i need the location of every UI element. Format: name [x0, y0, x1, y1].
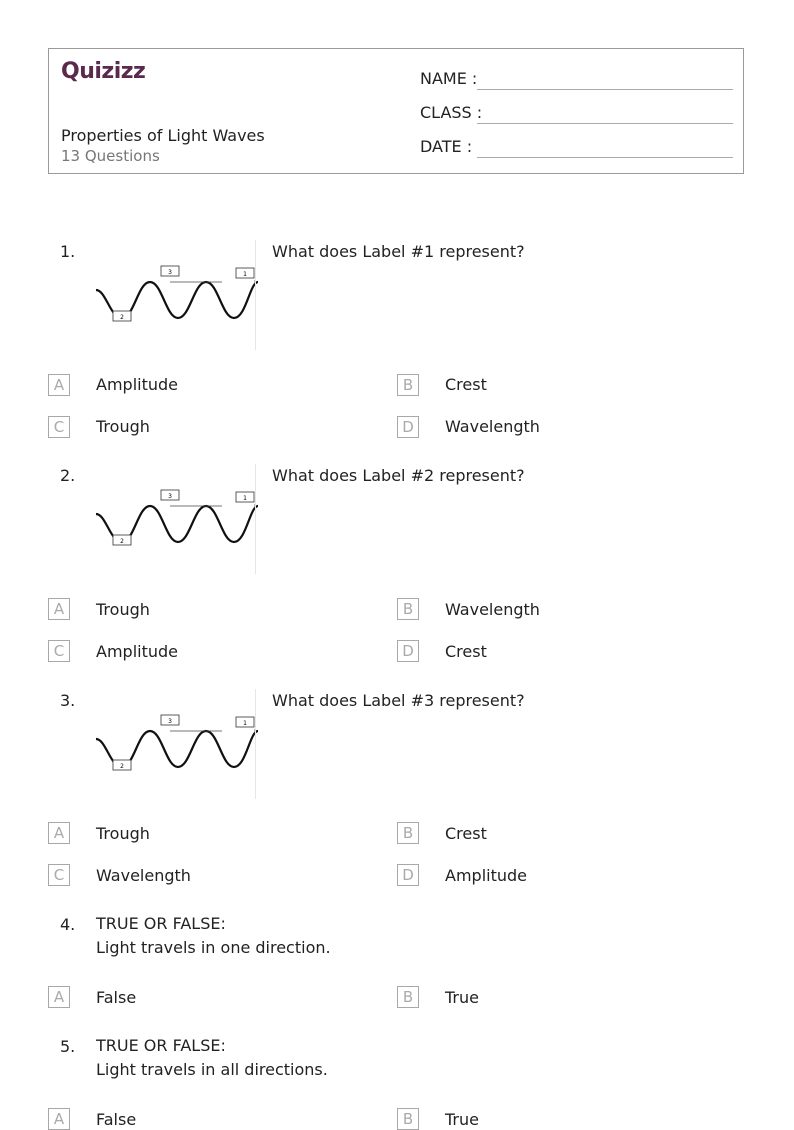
worksheet-title: Properties of Light Waves	[61, 126, 265, 145]
option-text[interactable]: True	[445, 988, 479, 1007]
diagram-label-2: 2	[120, 314, 124, 321]
option-text[interactable]: Crest	[445, 375, 487, 394]
diagram-label-1: 1	[243, 495, 247, 502]
option-letter[interactable]: A	[48, 986, 70, 1008]
option-letter[interactable]: C	[48, 864, 70, 886]
option-text[interactable]: Crest	[445, 642, 487, 661]
divider	[255, 464, 256, 574]
option-letter[interactable]: C	[48, 640, 70, 662]
question-heading: TRUE OR FALSE:	[96, 1036, 226, 1055]
worksheet-header	[48, 48, 744, 174]
option-text[interactable]: False	[96, 1110, 137, 1129]
question-text: What does Label #3 represent?	[272, 691, 525, 710]
option-letter[interactable]: B	[397, 986, 419, 1008]
question-number: 3.	[60, 691, 76, 710]
question-count: 13 Questions	[61, 147, 160, 165]
diagram-label-3: 3	[168, 718, 172, 725]
date-field[interactable]	[477, 157, 733, 158]
option-letter[interactable]: B	[397, 1108, 419, 1130]
question-number: 1.	[60, 242, 76, 261]
option-letter[interactable]: C	[48, 416, 70, 438]
option-text[interactable]: Wavelength	[445, 417, 540, 436]
option-text[interactable]: Trough	[96, 600, 150, 619]
class-field[interactable]	[477, 123, 733, 124]
diagram-label-2: 2	[120, 763, 124, 770]
option-letter[interactable]: A	[48, 598, 70, 620]
option-letter[interactable]: A	[48, 374, 70, 396]
option-text[interactable]: False	[96, 988, 137, 1007]
date-label: DATE :	[420, 137, 473, 156]
diagram-label-1: 1	[243, 271, 247, 278]
option-text[interactable]: Amplitude	[445, 866, 527, 885]
option-letter[interactable]: A	[48, 822, 70, 844]
wave-diagram-image	[92, 464, 258, 574]
option-letter[interactable]: B	[397, 598, 419, 620]
option-letter[interactable]: D	[397, 640, 419, 662]
option-text[interactable]: Trough	[96, 417, 150, 436]
diagram-label-3: 3	[168, 493, 172, 500]
divider	[255, 689, 256, 799]
option-text[interactable]: Amplitude	[96, 642, 178, 661]
question-number: 5.	[60, 1037, 76, 1056]
option-text[interactable]: Wavelength	[445, 600, 540, 619]
wave-diagram-image	[92, 689, 258, 799]
option-text[interactable]: Wavelength	[96, 866, 191, 885]
option-letter[interactable]: A	[48, 1108, 70, 1130]
question-text: What does Label #1 represent?	[272, 242, 525, 261]
option-text[interactable]: True	[445, 1110, 479, 1129]
diagram-label-3: 3	[168, 269, 172, 276]
option-letter[interactable]: D	[397, 416, 419, 438]
option-letter[interactable]: B	[397, 822, 419, 844]
name-field[interactable]	[477, 89, 733, 90]
diagram-label-2: 2	[120, 538, 124, 545]
question-number: 4.	[60, 915, 76, 934]
question-text: Light travels in all directions.	[96, 1060, 328, 1079]
option-text[interactable]: Crest	[445, 824, 487, 843]
option-letter[interactable]: D	[397, 864, 419, 886]
diagram-label-1: 1	[243, 720, 247, 727]
class-label: CLASS :	[420, 103, 483, 122]
divider	[255, 240, 256, 350]
wave-diagram-image	[92, 240, 258, 350]
quizizz-logo: Quizizz	[61, 59, 146, 84]
option-text[interactable]: Amplitude	[96, 375, 178, 394]
question-text: Light travels in one direction.	[96, 938, 331, 957]
option-letter[interactable]: B	[397, 374, 419, 396]
name-label: NAME :	[420, 69, 478, 88]
question-number: 2.	[60, 466, 76, 485]
question-text: What does Label #2 represent?	[272, 466, 525, 485]
question-heading: TRUE OR FALSE:	[96, 914, 226, 933]
option-text[interactable]: Trough	[96, 824, 150, 843]
